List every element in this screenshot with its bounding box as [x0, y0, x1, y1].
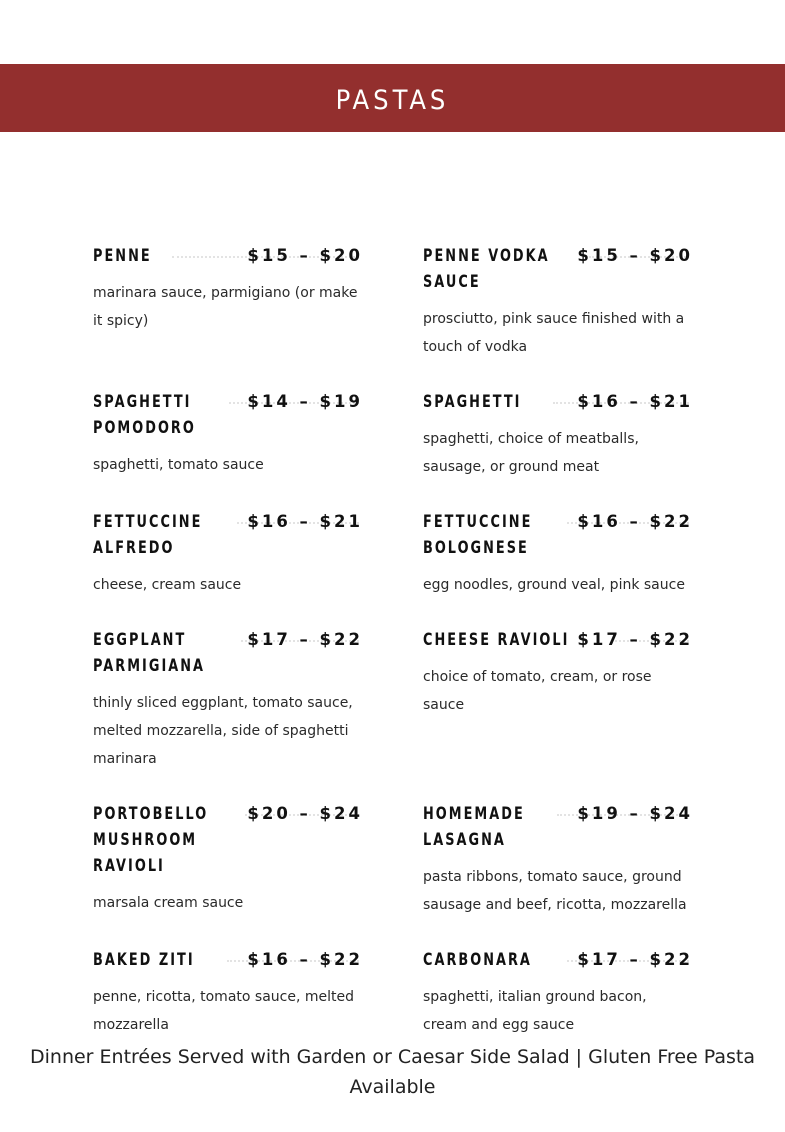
menu-item-fettuccine-bolognese [423, 509, 693, 599]
item-description: spaghetti, choice of meatballs, sausage, or ground meat [423, 431, 639, 475]
menu-item-carbonara [423, 947, 693, 1039]
item-name: BAKED ZITI [93, 950, 195, 969]
item-price: $17 – $22 [577, 950, 693, 969]
item-price: $15 – $20 [247, 246, 363, 265]
item-description: marsala cream sauce [93, 895, 244, 911]
menu-item-eggplant-parmigiana [93, 627, 363, 773]
item-description: cheese, cream sauce [93, 577, 242, 593]
item-description: pasta ribbons, tomato sauce, ground sausage and beef, ricotta, mozzarella [423, 869, 687, 913]
menu-item-spaghetti [423, 389, 693, 481]
section-banner [0, 64, 785, 132]
menu-item-portobello-mushroom-ravioli [93, 801, 363, 917]
item-name: PENNE VODKA SAUCE [423, 246, 550, 291]
item-name: PENNE [93, 246, 152, 265]
item-name: PORTOBELLO MUSHROOM RAVIOLI [93, 804, 209, 875]
item-description: marinara sauce, parmigiano (or make it spicy) [93, 285, 358, 329]
item-price: $20 – $24 [247, 804, 363, 823]
item-name: CHEESE RAVIOLI [423, 630, 570, 649]
item-price: $14 – $19 [247, 392, 363, 411]
item-price: $16 – $21 [577, 392, 693, 411]
menu-item-fettuccine-alfredo [93, 509, 363, 599]
item-name: SPAGHETTI [423, 392, 522, 411]
menu-item-homemade-lasagna [423, 801, 693, 919]
item-price: $17 – $22 [247, 630, 363, 649]
item-name: CARBONARA [423, 950, 532, 969]
menu-item-penne-vodka-sauce [423, 243, 693, 361]
item-name: HOMEMADE LASAGNA [423, 804, 525, 849]
footer-note: Dinner Entrées Served with Garden or Caesar Side Salad | Gluten Free Pasta Available [30, 1046, 755, 1098]
item-price: $15 – $20 [577, 246, 693, 265]
menu-item-baked-ziti [93, 947, 363, 1039]
item-description: choice of tomato, cream, or rose sauce [423, 669, 652, 713]
item-name: FETTUCCINE ALFREDO [93, 512, 203, 557]
item-description: thinly sliced eggplant, tomato sauce, melted mozzarella, side of spaghetti marinara [93, 695, 353, 767]
item-price: $16 – $21 [247, 512, 363, 531]
section-title: PASTAS [335, 84, 450, 116]
item-description: spaghetti, tomato sauce [93, 457, 264, 473]
item-description: penne, ricotta, tomato sauce, melted mozzarella [93, 989, 354, 1033]
item-description: egg noodles, ground veal, pink sauce [423, 577, 685, 593]
menu-item-spaghetti-pomodoro [93, 389, 363, 479]
menu-item-cheese-ravioli [423, 627, 693, 719]
item-name: EGGPLANT PARMIGIANA [93, 630, 206, 675]
item-price: $19 – $24 [577, 804, 693, 823]
item-name: SPAGHETTI POMODORO [93, 392, 196, 437]
item-name: FETTUCCINE BOLOGNESE [423, 512, 533, 557]
item-description: spaghetti, italian ground bacon, cream and egg sauce [423, 989, 647, 1033]
item-description: prosciutto, pink sauce finished with a touch of vodka [423, 311, 685, 355]
item-price: $16 – $22 [577, 512, 693, 531]
item-price: $16 – $22 [247, 950, 363, 969]
menu-item-penne [93, 243, 363, 335]
item-price: $17 – $22 [577, 630, 693, 649]
